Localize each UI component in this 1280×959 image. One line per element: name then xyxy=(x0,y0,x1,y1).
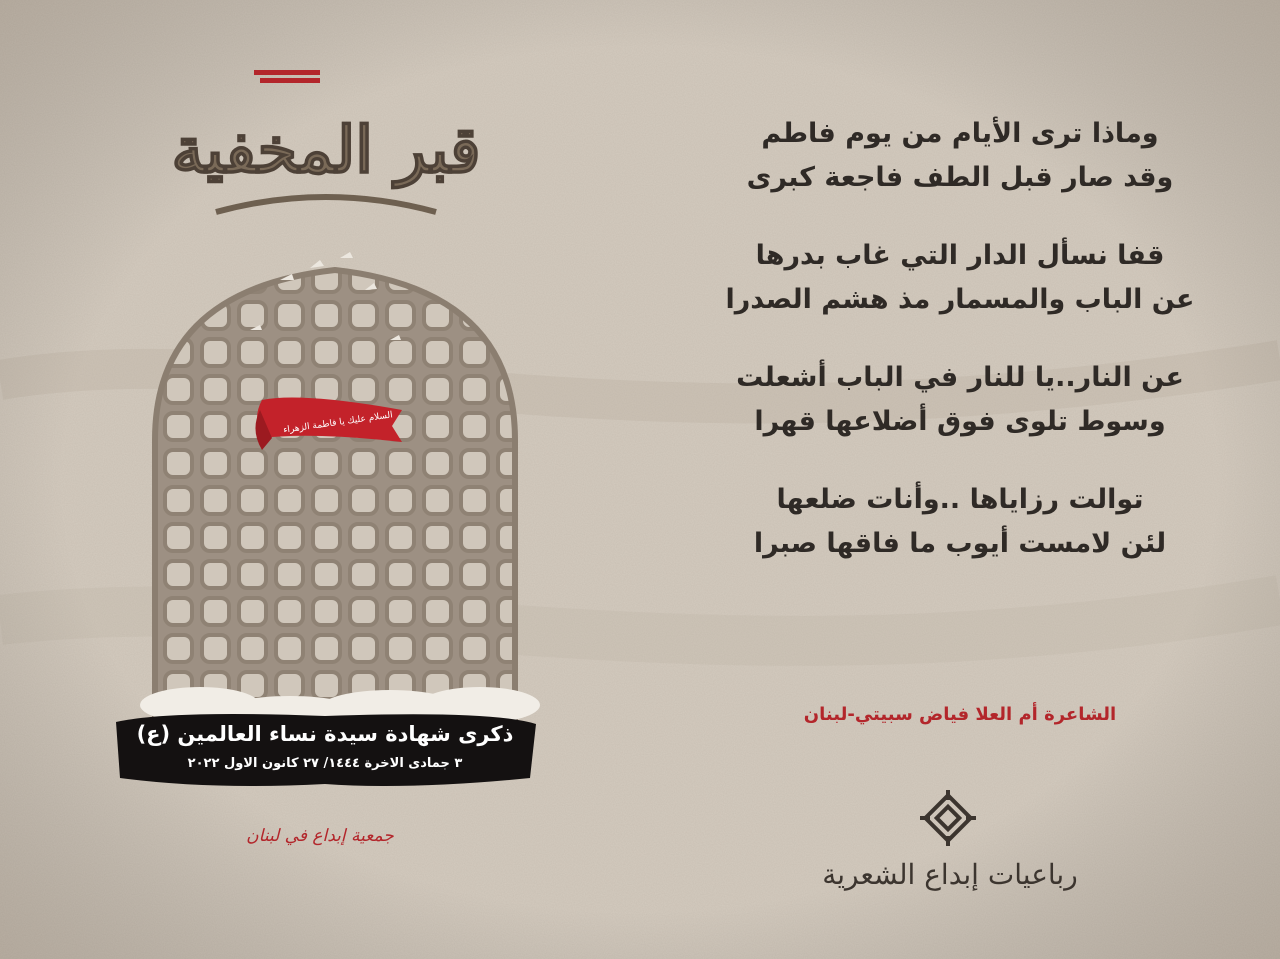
stanza xyxy=(720,234,1200,322)
logo-text: رباعيات إبداع الشعرية xyxy=(822,858,1078,891)
stanza xyxy=(720,478,1200,566)
poem-line: وماذا ترى الأيام من يوم فاطم xyxy=(761,118,1159,149)
caption-date: ٣ جمادى الاخرة ١٤٤٤/ ٢٧ كانون الاول ٢٠٢٢ xyxy=(187,756,463,771)
banner-inscription: السلام عليك يا فاطمة الزهراء xyxy=(282,410,394,436)
poem-line: لئن لامست أيوب ما فاقها صبرا xyxy=(753,528,1167,559)
poem-line: توالت رزاياها ..وأنات ضلعها xyxy=(776,484,1144,515)
poem-line: قفا نسأل الدار التي غاب بدرها xyxy=(755,240,1165,271)
caption-brush-strip xyxy=(110,708,540,790)
poet-credit: الشاعرة أم العلا فياض سبيتي-لبنان xyxy=(803,704,1117,725)
association-signature: جمعية إبداع في لبنان xyxy=(246,826,394,846)
caption-title: ذكرى شهادة سيدة نساء العالمين (ع) xyxy=(136,722,514,746)
kufic-square-icon xyxy=(916,786,980,850)
lattice-window-illustration xyxy=(140,250,530,720)
stanza xyxy=(720,112,1200,200)
stanza xyxy=(720,356,1200,444)
poem-line: عن النار..يا للنار في الباب أشعلت xyxy=(736,362,1184,393)
title-calligraphy xyxy=(171,62,481,252)
poem-line: وسوط تلوى فوق أضلاعها قهرا xyxy=(754,406,1166,437)
poem-line: وقد صار قبل الطف فاجعة كبرى xyxy=(746,162,1174,193)
poem xyxy=(720,112,1200,600)
poem-line: عن الباب والمسمار مذ هشم الصدرا xyxy=(725,284,1195,315)
title-calligraphy-text: قبر المخفية xyxy=(171,113,481,188)
